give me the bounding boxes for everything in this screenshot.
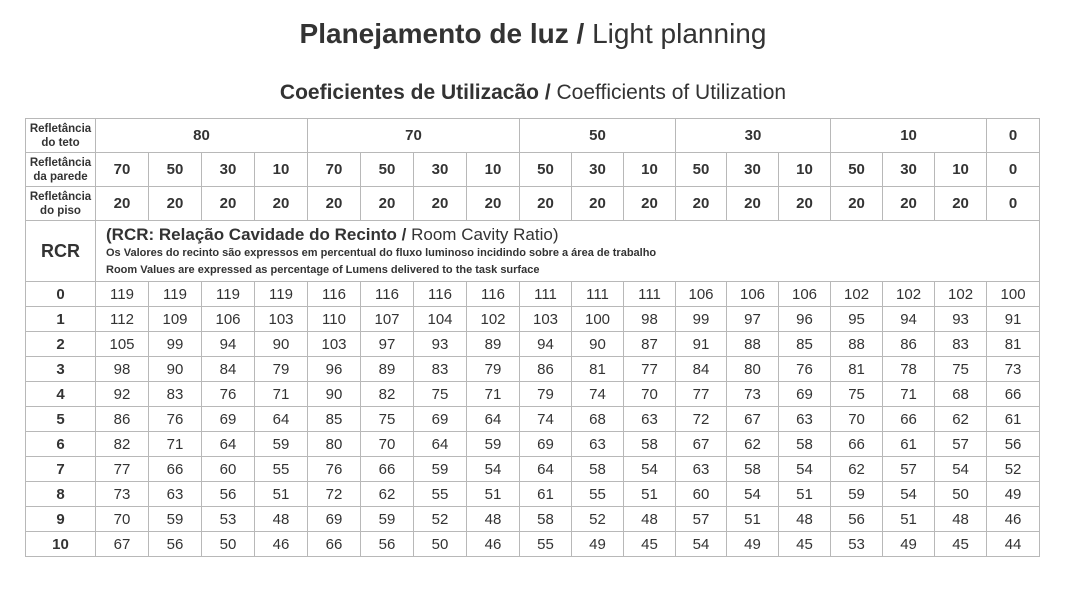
utilization-cell: 92: [96, 382, 149, 407]
utilization-cell: 78: [883, 357, 935, 382]
utilization-cell: 49: [987, 482, 1040, 507]
utilization-cell: 90: [255, 332, 308, 357]
wall-reflectance-cell: 0: [987, 153, 1040, 187]
utilization-cell: 66: [987, 382, 1040, 407]
floor-reflectance-cell: 20: [308, 187, 361, 221]
wall-reflectance-cell: 10: [255, 153, 308, 187]
utilization-cell: 75: [361, 407, 414, 432]
utilization-cell: 69: [414, 407, 467, 432]
utilization-cell: 100: [572, 307, 624, 332]
utilization-cell: 111: [624, 282, 676, 307]
utilization-cell: 103: [255, 307, 308, 332]
utilization-cell: 55: [255, 457, 308, 482]
utilization-cell: 70: [831, 407, 883, 432]
utilization-cell: 54: [676, 532, 727, 557]
utilization-cell: 53: [202, 507, 255, 532]
utilization-cell: 116: [361, 282, 414, 307]
rcr-value: 6: [26, 432, 96, 457]
floor-reflectance-cell: 20: [935, 187, 987, 221]
utilization-cell: 64: [414, 432, 467, 457]
utilization-cell: 71: [467, 382, 520, 407]
wall-reflectance-cell: 50: [361, 153, 414, 187]
wall-reflectance-cell: 10: [624, 153, 676, 187]
utilization-cell: 73: [987, 357, 1040, 382]
utilization-cell: 49: [727, 532, 779, 557]
utilization-cell: 90: [572, 332, 624, 357]
utilization-cell: 46: [467, 532, 520, 557]
table-row: [26, 332, 1040, 357]
floor-reflectance-cell: 20: [96, 187, 149, 221]
utilization-cell: 94: [520, 332, 572, 357]
utilization-cell: 94: [202, 332, 255, 357]
floor-reflectance-row: [26, 187, 1040, 221]
utilization-cell: 106: [676, 282, 727, 307]
utilization-cell: 98: [96, 357, 149, 382]
utilization-cell: 54: [467, 457, 520, 482]
utilization-cell: 81: [987, 332, 1040, 357]
utilization-cell: 119: [149, 282, 202, 307]
utilization-cell: 86: [96, 407, 149, 432]
rcr-value: 9: [26, 507, 96, 532]
wall-reflectance-cell: 30: [202, 153, 255, 187]
utilization-cell: 81: [831, 357, 883, 382]
table-row: [26, 382, 1040, 407]
utilization-cell: 74: [572, 382, 624, 407]
utilization-cell: 69: [202, 407, 255, 432]
rcr-column-header: RCR: [26, 221, 96, 282]
utilization-cell: 93: [935, 307, 987, 332]
rcr-value: 8: [26, 482, 96, 507]
utilization-cell: 69: [779, 382, 831, 407]
utilization-cell: 48: [467, 507, 520, 532]
floor-reflectance-cell: 20: [467, 187, 520, 221]
page-subtitle-pt: Coeficientes de Utilizacão: [279, 81, 539, 104]
utilization-cell: 111: [520, 282, 572, 307]
utilization-cell: 51: [883, 507, 935, 532]
utilization-cell: 66: [308, 532, 361, 557]
utilization-cell: 89: [361, 357, 414, 382]
utilization-cell: 112: [96, 307, 149, 332]
utilization-cell: 62: [361, 482, 414, 507]
utilization-cell: 59: [467, 432, 520, 457]
floor-label-line-1: Refletância: [29, 190, 92, 203]
floor-reflectance-cell: 20: [361, 187, 414, 221]
utilization-cell: 58: [779, 432, 831, 457]
utilization-cell: 107: [361, 307, 414, 332]
utilization-cell: 88: [831, 332, 883, 357]
utilization-cell: 60: [676, 482, 727, 507]
utilization-cell: 103: [520, 307, 572, 332]
utilization-cell: 48: [779, 507, 831, 532]
table-row: [26, 357, 1040, 382]
coefficients-table: [25, 118, 1040, 557]
utilization-cell: 68: [935, 382, 987, 407]
utilization-cell: 77: [96, 457, 149, 482]
floor-reflectance-cell: 20: [255, 187, 308, 221]
wall-reflectance-cell: 10: [935, 153, 987, 187]
utilization-cell: 64: [255, 407, 308, 432]
ceiling-label-line-1: Refletância: [29, 122, 92, 135]
utilization-cell: 55: [572, 482, 624, 507]
utilization-cell: 104: [414, 307, 467, 332]
ceiling-reflectance-50: 50: [520, 119, 676, 153]
utilization-cell: 81: [572, 357, 624, 382]
table-row: [26, 482, 1040, 507]
page-subtitle-en: Coefficients of Utilization: [556, 81, 787, 104]
utilization-cell: 93: [414, 332, 467, 357]
utilization-cell: 116: [414, 282, 467, 307]
utilization-cell: 58: [727, 457, 779, 482]
rcr-value: 4: [26, 382, 96, 407]
rcr-description-row: [26, 221, 1040, 282]
rcr-value: 5: [26, 407, 96, 432]
ceiling-reflectance-label: [26, 119, 96, 153]
utilization-cell: 97: [361, 332, 414, 357]
utilization-cell: 57: [935, 432, 987, 457]
utilization-cell: 96: [308, 357, 361, 382]
wall-reflectance-cell: 10: [779, 153, 831, 187]
page-title-pt: Planejamento de luz: [299, 18, 569, 49]
utilization-cell: 48: [624, 507, 676, 532]
floor-reflectance-cell: 20: [520, 187, 572, 221]
utilization-cell: 74: [520, 407, 572, 432]
table-row: [26, 282, 1040, 307]
utilization-cell: 77: [624, 357, 676, 382]
utilization-cell: 109: [149, 307, 202, 332]
wall-label-line-2: da parede: [33, 170, 88, 183]
utilization-cell: 46: [255, 532, 308, 557]
utilization-cell: 102: [883, 282, 935, 307]
utilization-cell: 72: [676, 407, 727, 432]
utilization-cell: 49: [572, 532, 624, 557]
utilization-cell: 63: [779, 407, 831, 432]
wall-reflectance-cell: 50: [149, 153, 202, 187]
utilization-cell: 53: [831, 532, 883, 557]
utilization-cell: 71: [255, 382, 308, 407]
utilization-cell: 105: [96, 332, 149, 357]
utilization-cell: 56: [361, 532, 414, 557]
utilization-cell: 58: [624, 432, 676, 457]
floor-reflectance-cell: 20: [202, 187, 255, 221]
wall-reflectance-cell: 10: [467, 153, 520, 187]
utilization-cell: 67: [727, 407, 779, 432]
utilization-cell: 59: [149, 507, 202, 532]
utilization-cell: 119: [255, 282, 308, 307]
utilization-cell: 44: [987, 532, 1040, 557]
utilization-cell: 63: [149, 482, 202, 507]
rcr-note-en: Room Values are expressed as percentage of Lumens delivered to the task surface: [106, 263, 540, 276]
rcr-value: 1: [26, 307, 96, 332]
utilization-cell: 66: [883, 407, 935, 432]
ceiling-label-line-2: do teto: [41, 136, 80, 149]
utilization-cell: 54: [624, 457, 676, 482]
utilization-cell: 111: [572, 282, 624, 307]
wall-reflectance-cell: 30: [414, 153, 467, 187]
utilization-cell: 54: [727, 482, 779, 507]
utilization-cell: 63: [624, 407, 676, 432]
utilization-cell: 85: [779, 332, 831, 357]
utilization-cell: 67: [96, 532, 149, 557]
utilization-cell: 103: [308, 332, 361, 357]
utilization-cell: 64: [467, 407, 520, 432]
utilization-cell: 72: [308, 482, 361, 507]
utilization-cell: 77: [676, 382, 727, 407]
utilization-cell: 58: [572, 457, 624, 482]
utilization-cell: 51: [624, 482, 676, 507]
utilization-cell: 67: [676, 432, 727, 457]
utilization-cell: 94: [883, 307, 935, 332]
utilization-cell: 59: [255, 432, 308, 457]
floor-reflectance-cell: 20: [676, 187, 727, 221]
utilization-cell: 97: [727, 307, 779, 332]
utilization-cell: 116: [467, 282, 520, 307]
utilization-cell: 61: [520, 482, 572, 507]
page-title: [0, 16, 1066, 52]
utilization-cell: 82: [361, 382, 414, 407]
utilization-cell: 110: [308, 307, 361, 332]
wall-label-line-1: Refletância: [29, 156, 92, 169]
utilization-cell: 119: [202, 282, 255, 307]
utilization-cell: 106: [202, 307, 255, 332]
rcr-note-pt: Os Valores do recinto são expressos em percentual do fluxo luminoso incidindo sobre a área de trabalho: [106, 246, 657, 259]
wall-reflectance-cell: 50: [831, 153, 883, 187]
utilization-cell: 56: [149, 532, 202, 557]
utilization-cell: 51: [467, 482, 520, 507]
rcr-value: 10: [26, 532, 96, 557]
utilization-cell: 45: [624, 532, 676, 557]
utilization-cell: 82: [96, 432, 149, 457]
utilization-cell: 76: [202, 382, 255, 407]
utilization-cell: 106: [779, 282, 831, 307]
table-row: [26, 432, 1040, 457]
ceiling-reflectance-0: 0: [987, 119, 1040, 153]
utilization-cell: 70: [624, 382, 676, 407]
utilization-cell: 99: [149, 332, 202, 357]
utilization-cell: 102: [935, 282, 987, 307]
rcr-heading: [106, 224, 1039, 245]
utilization-cell: 62: [727, 432, 779, 457]
rcr-description: [96, 221, 1040, 282]
floor-reflectance-cell: 20: [779, 187, 831, 221]
utilization-cell: 48: [255, 507, 308, 532]
utilization-cell: 58: [520, 507, 572, 532]
utilization-cell: 56: [831, 507, 883, 532]
utilization-cell: 79: [467, 357, 520, 382]
wall-reflectance-label: [26, 153, 96, 187]
page-title-en: Light planning: [592, 18, 767, 49]
utilization-cell: 73: [727, 382, 779, 407]
utilization-cell: 95: [831, 307, 883, 332]
utilization-cell: 119: [96, 282, 149, 307]
utilization-cell: 54: [935, 457, 987, 482]
utilization-cell: 57: [883, 457, 935, 482]
utilization-cell: 54: [779, 457, 831, 482]
utilization-cell: 59: [361, 507, 414, 532]
utilization-cell: 60: [202, 457, 255, 482]
utilization-cell: 89: [467, 332, 520, 357]
wall-reflectance-cell: 70: [96, 153, 149, 187]
utilization-cell: 76: [308, 457, 361, 482]
rcr-value: 3: [26, 357, 96, 382]
utilization-cell: 50: [935, 482, 987, 507]
utilization-cell: 83: [414, 357, 467, 382]
utilization-cell: 56: [987, 432, 1040, 457]
rcr-value: 7: [26, 457, 96, 482]
utilization-cell: 75: [831, 382, 883, 407]
utilization-cell: 116: [308, 282, 361, 307]
ceiling-reflectance-30: 30: [676, 119, 831, 153]
utilization-cell: 66: [361, 457, 414, 482]
page-subtitle-separator: /: [539, 81, 557, 104]
floor-reflectance-label: [26, 187, 96, 221]
utilization-cell: 59: [831, 482, 883, 507]
utilization-cell: 68: [572, 407, 624, 432]
rcr-heading-pt: (RCR: Relação Cavidade do Recinto /: [106, 224, 412, 244]
utilization-cell: 70: [361, 432, 414, 457]
utilization-cell: 63: [572, 432, 624, 457]
utilization-cell: 56: [202, 482, 255, 507]
wall-reflectance-row: [26, 153, 1040, 187]
utilization-cell: 85: [308, 407, 361, 432]
utilization-cell: 62: [831, 457, 883, 482]
utilization-cell: 76: [779, 357, 831, 382]
utilization-cell: 91: [987, 307, 1040, 332]
utilization-cell: 87: [624, 332, 676, 357]
wall-reflectance-cell: 50: [676, 153, 727, 187]
utilization-cell: 102: [831, 282, 883, 307]
utilization-cell: 84: [202, 357, 255, 382]
utilization-cell: 52: [572, 507, 624, 532]
utilization-cell: 54: [883, 482, 935, 507]
floor-reflectance-cell: 20: [149, 187, 202, 221]
utilization-cell: 45: [779, 532, 831, 557]
utilization-cell: 66: [149, 457, 202, 482]
utilization-cell: 100: [987, 282, 1040, 307]
floor-reflectance-cell: 20: [831, 187, 883, 221]
utilization-cell: 79: [255, 357, 308, 382]
page-title-separator: /: [568, 18, 593, 49]
utilization-cell: 79: [520, 382, 572, 407]
wall-reflectance-cell: 30: [727, 153, 779, 187]
utilization-cell: 71: [883, 382, 935, 407]
wall-reflectance-cell: 30: [883, 153, 935, 187]
rcr-value: 0: [26, 282, 96, 307]
table-row: [26, 457, 1040, 482]
wall-reflectance-cell: 30: [572, 153, 624, 187]
utilization-cell: 83: [935, 332, 987, 357]
utilization-cell: 55: [520, 532, 572, 557]
rcr-value: 2: [26, 332, 96, 357]
utilization-cell: 84: [676, 357, 727, 382]
utilization-cell: 50: [202, 532, 255, 557]
utilization-cell: 90: [308, 382, 361, 407]
table-row: [26, 307, 1040, 332]
utilization-cell: 73: [96, 482, 149, 507]
utilization-cell: 48: [935, 507, 987, 532]
utilization-cell: 46: [987, 507, 1040, 532]
table-row: [26, 507, 1040, 532]
utilization-cell: 64: [202, 432, 255, 457]
utilization-cell: 64: [520, 457, 572, 482]
utilization-cell: 66: [831, 432, 883, 457]
utilization-cell: 51: [727, 507, 779, 532]
utilization-cell: 90: [149, 357, 202, 382]
utilization-cell: 61: [987, 407, 1040, 432]
utilization-cell: 98: [624, 307, 676, 332]
utilization-cell: 51: [779, 482, 831, 507]
utilization-cell: 91: [676, 332, 727, 357]
floor-reflectance-cell: 20: [883, 187, 935, 221]
utilization-cell: 52: [987, 457, 1040, 482]
floor-reflectance-cell: 20: [572, 187, 624, 221]
table-row: [26, 532, 1040, 557]
floor-label-line-2: do piso: [40, 204, 81, 217]
utilization-cell: 70: [96, 507, 149, 532]
wall-reflectance-cell: 70: [308, 153, 361, 187]
utilization-cell: 86: [520, 357, 572, 382]
wall-reflectance-cell: 50: [520, 153, 572, 187]
utilization-cell: 61: [883, 432, 935, 457]
utilization-cell: 106: [727, 282, 779, 307]
utilization-cell: 69: [308, 507, 361, 532]
utilization-cell: 80: [727, 357, 779, 382]
ceiling-reflectance-10: 10: [831, 119, 987, 153]
utilization-cell: 51: [255, 482, 308, 507]
ceiling-reflectance-70: 70: [308, 119, 520, 153]
page-subtitle: [0, 78, 1066, 108]
table-row: [26, 407, 1040, 432]
utilization-cell: 49: [883, 532, 935, 557]
floor-reflectance-cell: 20: [727, 187, 779, 221]
utilization-cell: 50: [414, 532, 467, 557]
floor-reflectance-cell: 20: [414, 187, 467, 221]
utilization-cell: 75: [414, 382, 467, 407]
rcr-heading-en: Room Cavity Ratio): [411, 224, 559, 244]
floor-reflectance-cell: 20: [624, 187, 676, 221]
ceiling-reflectance-80: 80: [96, 119, 308, 153]
utilization-cell: 59: [414, 457, 467, 482]
utilization-cell: 62: [935, 407, 987, 432]
utilization-cell: 86: [883, 332, 935, 357]
utilization-cell: 99: [676, 307, 727, 332]
utilization-cell: 75: [935, 357, 987, 382]
floor-reflectance-cell: 0: [987, 187, 1040, 221]
utilization-cell: 45: [935, 532, 987, 557]
utilization-cell: 71: [149, 432, 202, 457]
utilization-cell: 69: [520, 432, 572, 457]
utilization-cell: 76: [149, 407, 202, 432]
utilization-cell: 83: [149, 382, 202, 407]
utilization-cell: 57: [676, 507, 727, 532]
utilization-cell: 96: [779, 307, 831, 332]
utilization-cell: 52: [414, 507, 467, 532]
ceiling-reflectance-row: [26, 119, 1040, 153]
utilization-cell: 88: [727, 332, 779, 357]
utilization-cell: 80: [308, 432, 361, 457]
utilization-cell: 102: [467, 307, 520, 332]
utilization-cell: 55: [414, 482, 467, 507]
utilization-cell: 63: [676, 457, 727, 482]
